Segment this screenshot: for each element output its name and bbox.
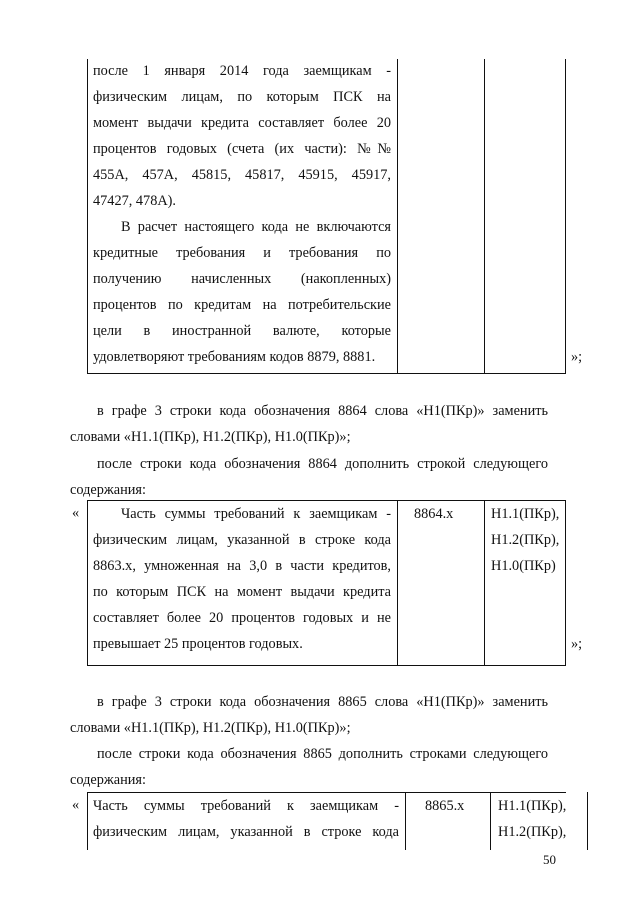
table-border xyxy=(87,665,566,666)
table-cell-text: момент выдачи кредита составляет более 20 xyxy=(93,115,391,131)
table-cell-text: удовлетворяют требованиям кодов 8879, 8881. xyxy=(93,349,376,365)
table-cell-text: получению начисленных (накопленных) xyxy=(93,271,391,287)
table-cell-text: превышает 25 процентов годовых. xyxy=(93,636,303,652)
table-cell-text: 8863.х, умноженная на 3,0 в части кредитов, xyxy=(93,558,391,574)
table-cell-text: процентов по кредитам на потребительские xyxy=(93,297,391,313)
table-border xyxy=(484,59,485,373)
table-cell-text: кредитные требования и требования по xyxy=(93,245,391,261)
table-cell-text: 47427, 478А). xyxy=(93,193,176,209)
paragraph-line: после строки кода обозначения 8865 дополнить строками следующего xyxy=(97,746,548,762)
table-cell-text: физическим лицам, указанной в строке кода xyxy=(93,824,399,840)
table-cell-text: составляет более 20 процентов годовых и не xyxy=(93,610,391,626)
opening-quote: « xyxy=(72,797,80,813)
table-cell-text: процентов годовых (счета (их части): №№ xyxy=(93,141,391,157)
opening-quote: « xyxy=(72,505,80,521)
table-cell-text: физическим лицам, указанной в строке кода xyxy=(93,532,391,548)
table-border xyxy=(87,792,88,850)
table-cell-text: физическим лицам, по которым ПСК на xyxy=(93,89,391,105)
table-border xyxy=(397,59,398,373)
table-border xyxy=(87,500,566,501)
table-border xyxy=(405,792,406,850)
table-border xyxy=(565,500,566,665)
table-cell-text: Часть суммы требований к заемщикам - xyxy=(93,798,399,814)
paragraph-line: содержания: xyxy=(70,482,146,498)
code-cell: 8864.х xyxy=(414,506,454,522)
table-border xyxy=(587,792,588,850)
table-cell-text: 455А, 457А, 45815, 45817, 45915, 45917, xyxy=(93,167,391,183)
closing-quote: »; xyxy=(571,636,583,652)
table-border xyxy=(87,373,566,374)
paragraph-line: в графе 3 строки кода обозначения 8864 слова «Н1(ПКр)» заменить xyxy=(97,403,548,419)
paragraph-line: в графе 3 строки кода обозначения 8865 слова «Н1(ПКр)» заменить xyxy=(97,694,548,710)
page-number: 50 xyxy=(543,852,556,867)
table-border xyxy=(87,792,566,793)
closing-quote: »; xyxy=(571,349,583,365)
table-cell-text: по которым ПСК на момент выдачи кредита xyxy=(93,584,391,600)
paragraph-line: словами «Н1.1(ПКр), Н1.2(ПКр), Н1.0(ПКр)»; xyxy=(70,429,351,445)
paragraph-line: содержания: xyxy=(70,772,146,788)
code-cell: 8865.х xyxy=(425,798,465,814)
table-border xyxy=(87,59,88,373)
norm-cell: Н1.1(ПКр), xyxy=(498,798,567,814)
table-border xyxy=(87,500,88,665)
norm-cell: Н1.2(ПКр), xyxy=(491,532,560,548)
table-border xyxy=(490,792,491,850)
paragraph-line: словами «Н1.1(ПКр), Н1.2(ПКр), Н1.0(ПКр)»; xyxy=(70,720,351,736)
norm-cell: Н1.0(ПКр) xyxy=(491,558,556,574)
table-cell-text: В расчет настоящего кода не включаются xyxy=(121,219,391,235)
table-border xyxy=(397,500,398,665)
table-cell-text: Часть суммы требований к заемщикам - xyxy=(121,506,391,522)
norm-cell: Н1.2(ПКр), xyxy=(498,824,567,840)
table-cell-text: цели в иностранной валюте, которые xyxy=(93,323,391,339)
table-border xyxy=(484,500,485,665)
norm-cell: Н1.1(ПКр), xyxy=(491,506,560,522)
paragraph-line: после строки кода обозначения 8864 дополнить строкой следующего xyxy=(97,456,548,472)
table-border xyxy=(565,59,566,373)
table-cell-text: после 1 января 2014 года заемщикам - xyxy=(93,63,391,79)
